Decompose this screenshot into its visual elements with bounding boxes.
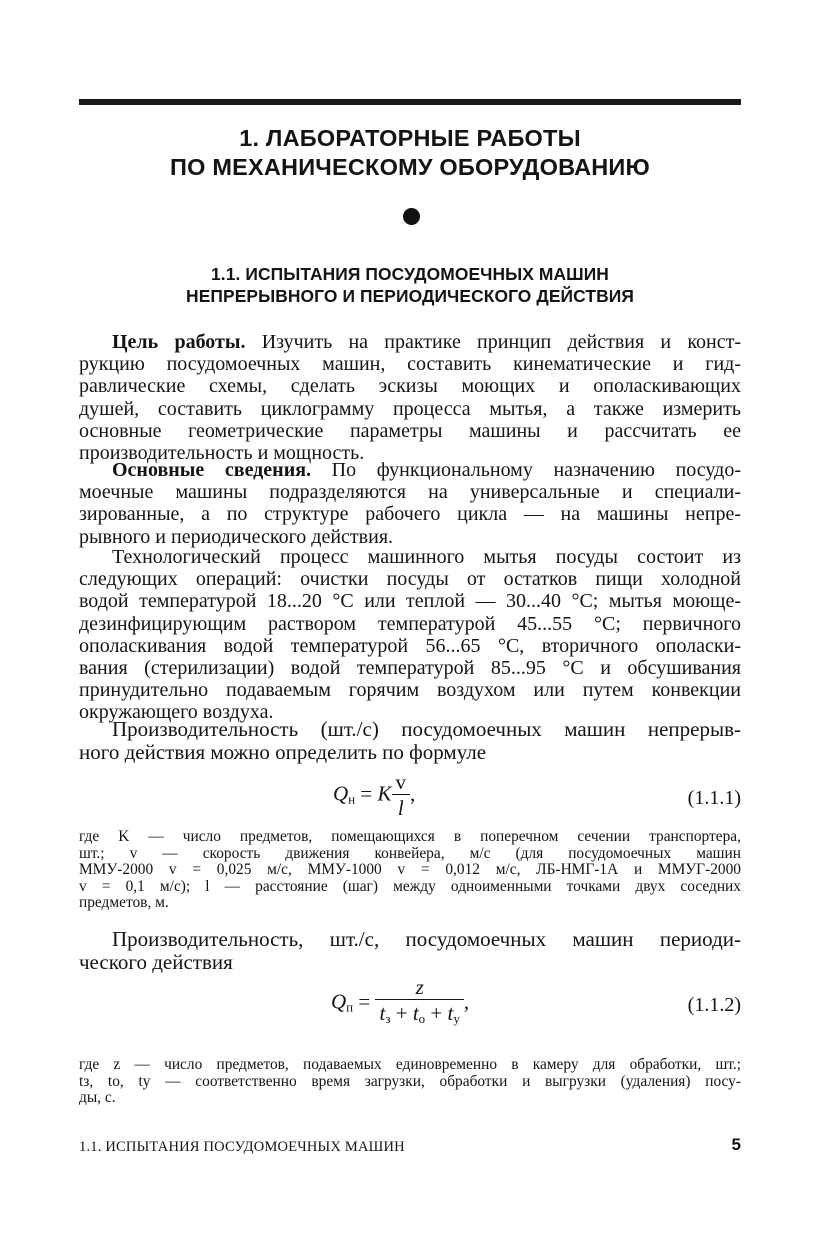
- paragraph-line: основные геометрические параметры машины и рассчитать ее: [79, 419, 741, 442]
- chapter-title: [79, 124, 741, 182]
- paragraph-line: Технологический процесс машинного мытья посуды состоит из: [112, 546, 741, 568]
- formula-punct: ,: [463, 989, 470, 1014]
- formula-punct: ,: [410, 781, 416, 806]
- paragraph-line: дезинфицирующим раствором температурой 45...55 °С; первичного: [79, 612, 741, 635]
- formula-denominator: [375, 999, 463, 1032]
- performance-periodic-paragraph: [79, 928, 741, 974]
- formula-operator: +: [390, 1001, 413, 1025]
- formula-operator: +: [425, 1001, 448, 1025]
- running-footer-title: 1.1. ИСПЫТАНИЯ ПОСУДОМОЕЧНЫХ МАШИН: [79, 1139, 405, 1155]
- basics-text: По функциональному назначению посудо-: [311, 459, 741, 481]
- paragraph-line: ного действия можно определить по формуле: [79, 741, 487, 764]
- note-line: шт.; v — скорость движения конвейера, м/с (для посудомоечных машин: [79, 845, 741, 862]
- top-rule: [79, 99, 741, 105]
- basics-label: Основные сведения.: [112, 459, 312, 481]
- formula-operator: =: [355, 781, 378, 806]
- formula-subscript: п: [346, 999, 354, 1015]
- paragraph-line: рукцию посудомоечных машин, составить кинематические и гид-: [79, 353, 741, 376]
- formula-symbol: K: [377, 781, 392, 806]
- formula-fraction: [392, 770, 411, 821]
- performance-continuous-paragraph: [79, 718, 741, 764]
- paragraph-line: окружающего воздуха.: [79, 701, 274, 724]
- paragraph-line: производительность и мощность.: [79, 441, 365, 464]
- note-line: где z — число предметов, подаваемых единовременно в камеру для обработки, шт.;: [79, 1057, 741, 1073]
- formula-symbol: t: [379, 1001, 386, 1025]
- formula-1-expression: [333, 770, 415, 821]
- paragraph-line: душей, составить циклограмму процесса мытья, а также измерить: [79, 397, 741, 420]
- formula-numerator: v: [395, 770, 406, 794]
- goal-paragraph: [79, 331, 741, 464]
- section-title: [79, 263, 741, 307]
- formula-symbol: Q: [331, 989, 347, 1014]
- paragraph-line: [79, 459, 741, 481]
- section-title-line: 1.1. ИСПЫТАНИЯ ПОСУДОМОЕЧНЫХ МАШИН: [211, 264, 609, 284]
- formula-subscript: з: [385, 1011, 391, 1026]
- note-line: ды, с.: [79, 1090, 116, 1107]
- note-line: tз, tо, tу — соответственно время загрузки, обработки и выгрузки (удаления) посу-: [79, 1073, 741, 1090]
- chapter-title-line: ПО МЕХАНИЧЕСКОМУ ОБОРУДОВАНИЮ: [170, 154, 650, 180]
- note-line: где K — число предметов, помещающихся в поперечном сечении транспортера,: [79, 829, 741, 845]
- paragraph-line: равлические схемы, сделать эскизы моющих и ополаскивающих: [79, 375, 741, 398]
- goal-label: Цель работы.: [112, 331, 246, 353]
- paragraph-line: Производительность, шт./с, посудомоечных машин периоди-: [112, 928, 741, 951]
- goal-text: Изучить на практике принцип действия и конст-: [245, 331, 741, 353]
- formula-1: [79, 770, 741, 830]
- formula-denominator: l: [392, 794, 411, 821]
- formula-fraction: [375, 975, 463, 1032]
- formula-1-number: (1.1.1): [687, 787, 741, 809]
- formula-2-expression: [331, 975, 469, 1032]
- formula-subscript: о: [418, 1011, 426, 1026]
- formula-operator: =: [353, 989, 376, 1014]
- paragraph-line: следующих операций: очистки посуды от остатков пищи холодной: [79, 568, 741, 591]
- formula-subscript: у: [453, 1011, 460, 1026]
- basics-paragraph: [79, 459, 741, 548]
- paragraph-line: моечные машины подразделяются на универсальные и специали-: [79, 481, 741, 504]
- chapter-title-line: 1. ЛАБОРАТОРНЫЕ РАБОТЫ: [239, 125, 581, 151]
- section-title-line: НЕПРЕРЫВНОГО И ПЕРИОДИЧЕСКОГО ДЕЙСТВИЯ: [186, 286, 634, 306]
- paragraph-line: ополаскивания водой температурой 56...65 °С, вторичного ополаски-: [79, 634, 741, 657]
- note-line: ММУ-2000 v = 0,025 м/с, ММУ-1000 v = 0,012 м/с, ЛБ-НМГ-1А и ММУГ-2000: [79, 862, 741, 879]
- paragraph-line: вания (стерилизации) водой температурой 85...95 °С и обсушивания: [79, 656, 741, 679]
- page-number: 5: [731, 1135, 741, 1154]
- paragraph-line: рывного и периодического действия.: [79, 525, 394, 548]
- paragraph-line: зированные, а по структуре рабочего цикла — на машины непре-: [79, 503, 741, 526]
- section-bullet-icon: [403, 208, 420, 225]
- paragraph-line: Производительность (шт./с) посудомоечных машин непрерыв-: [112, 718, 741, 741]
- formula-numerator: z: [415, 975, 424, 999]
- process-paragraph: [79, 546, 741, 724]
- formula-symbol: t: [412, 1001, 419, 1025]
- formula-symbol: t: [447, 1001, 454, 1025]
- formula-subscript: н: [348, 791, 356, 807]
- paragraph-line: водой температурой 18...20 °С или теплой — 30...40 °С; мытья моюще-: [79, 590, 741, 613]
- formula-2-note: [79, 1057, 741, 1107]
- formula-1-note: [79, 829, 741, 912]
- formula-2: [79, 975, 741, 1041]
- paragraph-line: [79, 331, 741, 353]
- paragraph-line: принудительно подаваемым горячим воздухом или путем конвекции: [79, 679, 741, 702]
- note-line: предметов, м.: [79, 895, 169, 912]
- formula-2-number: (1.1.2): [687, 994, 741, 1016]
- paragraph-line: ческого действия: [79, 951, 233, 974]
- note-line: v = 0,1 м/с); l — расстояние (шаг) между одноименными точками двух соседних: [79, 878, 741, 895]
- formula-symbol: Q: [333, 781, 349, 806]
